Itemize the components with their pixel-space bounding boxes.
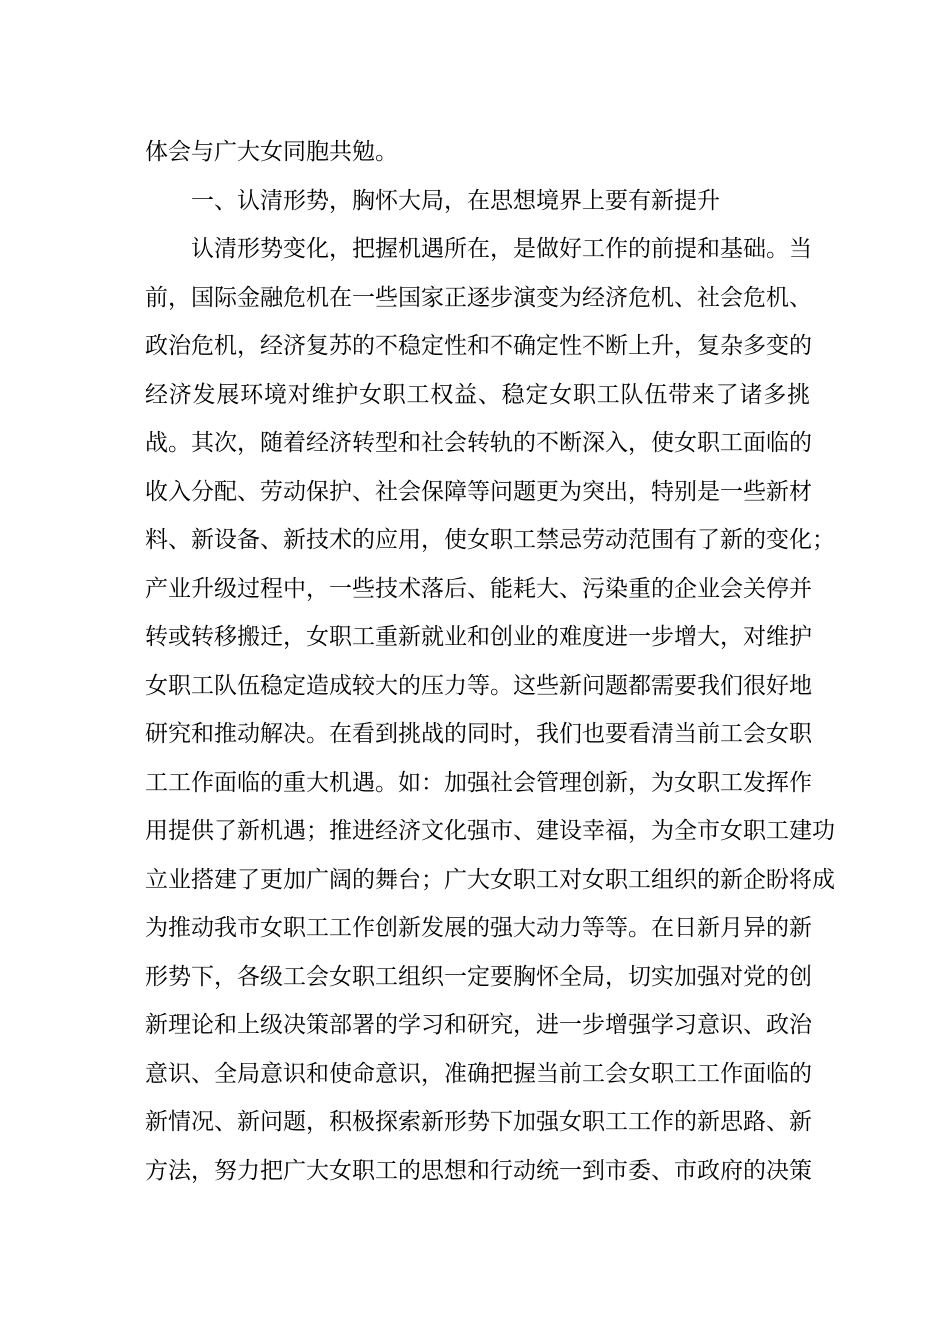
- text-line: 体会与广大女同胞共勉。: [145, 139, 398, 165]
- text-line: 研究和推动解决。在看到挑战的同时，我们也要看清当前工会女职: [145, 721, 812, 747]
- text-line: 女职工队伍稳定造成较大的压力等。这些新问题都需要我们很好地: [145, 672, 812, 699]
- text-line: 为推动我市女职工工作创新发展的强大动力等等。在日新月异的新: [145, 915, 812, 941]
- text-line: 收入分配、劳动保护、社会保障等问题更为突出，特别是一些新材: [145, 478, 812, 505]
- text-line: 意识、全局意识和使命意识，准确把握当前工会女职工工作面临的: [145, 1060, 812, 1087]
- text-line: 料、新设备、新技术的应用，使女职工禁忌劳动范围有了新的变化；: [145, 527, 835, 553]
- body-text: [145, 128, 835, 1195]
- text-line: 产业升级过程中，一些技术落后、能耗大、污染重的企业会关停并: [145, 575, 812, 602]
- text-line: 经济发展环境对维护女职工权益、稳定女职工队伍带来了诸多挑: [145, 381, 810, 408]
- text-line: 战。其次，随着经济转型和社会转轨的不断深入，使女职工面临的: [145, 430, 812, 456]
- text-line: 前，国际金融危机在一些国家正逐步演变为经济危机、社会危机、: [145, 284, 812, 311]
- text-line: 政治危机，经济复苏的不稳定性和不确定性不断上升，复杂多变的: [145, 333, 812, 359]
- text-line: 方法，努力把广大女职工的思想和行动统一到市委、市政府的决策: [145, 1157, 812, 1184]
- section-heading: 一、认清形势，胸怀大局，在思想境界上要有新提升: [191, 187, 720, 214]
- text-line: 新理论和上级决策部署的学习和研究，进一步增强学习意识、政治: [145, 1012, 812, 1038]
- text-line: 工工作面临的重大机遇。如：加强社会管理创新，为女职工发挥作: [145, 769, 812, 796]
- text-line: 形势下，各级工会女职工组织一定要胸怀全局，切实加强对党的创: [145, 963, 812, 990]
- text-line: 用提供了新机遇；推进经济文化强市、建设幸福，为全市女职工建功: [145, 818, 835, 844]
- text-line: 新情况、新问题，积极探索新形势下加强女职工工作的新思路、新: [145, 1109, 812, 1135]
- text-line: 转或转移搬迁，女职工重新就业和创业的难度进一步增大，对维护: [145, 624, 812, 650]
- text-line: 立业搭建了更加广阔的舞台；广大女职工对女职工组织的新企盼将成: [145, 866, 835, 893]
- text-line: 认清形势变化，把握机遇所在，是做好工作的前提和基础。当: [191, 236, 812, 262]
